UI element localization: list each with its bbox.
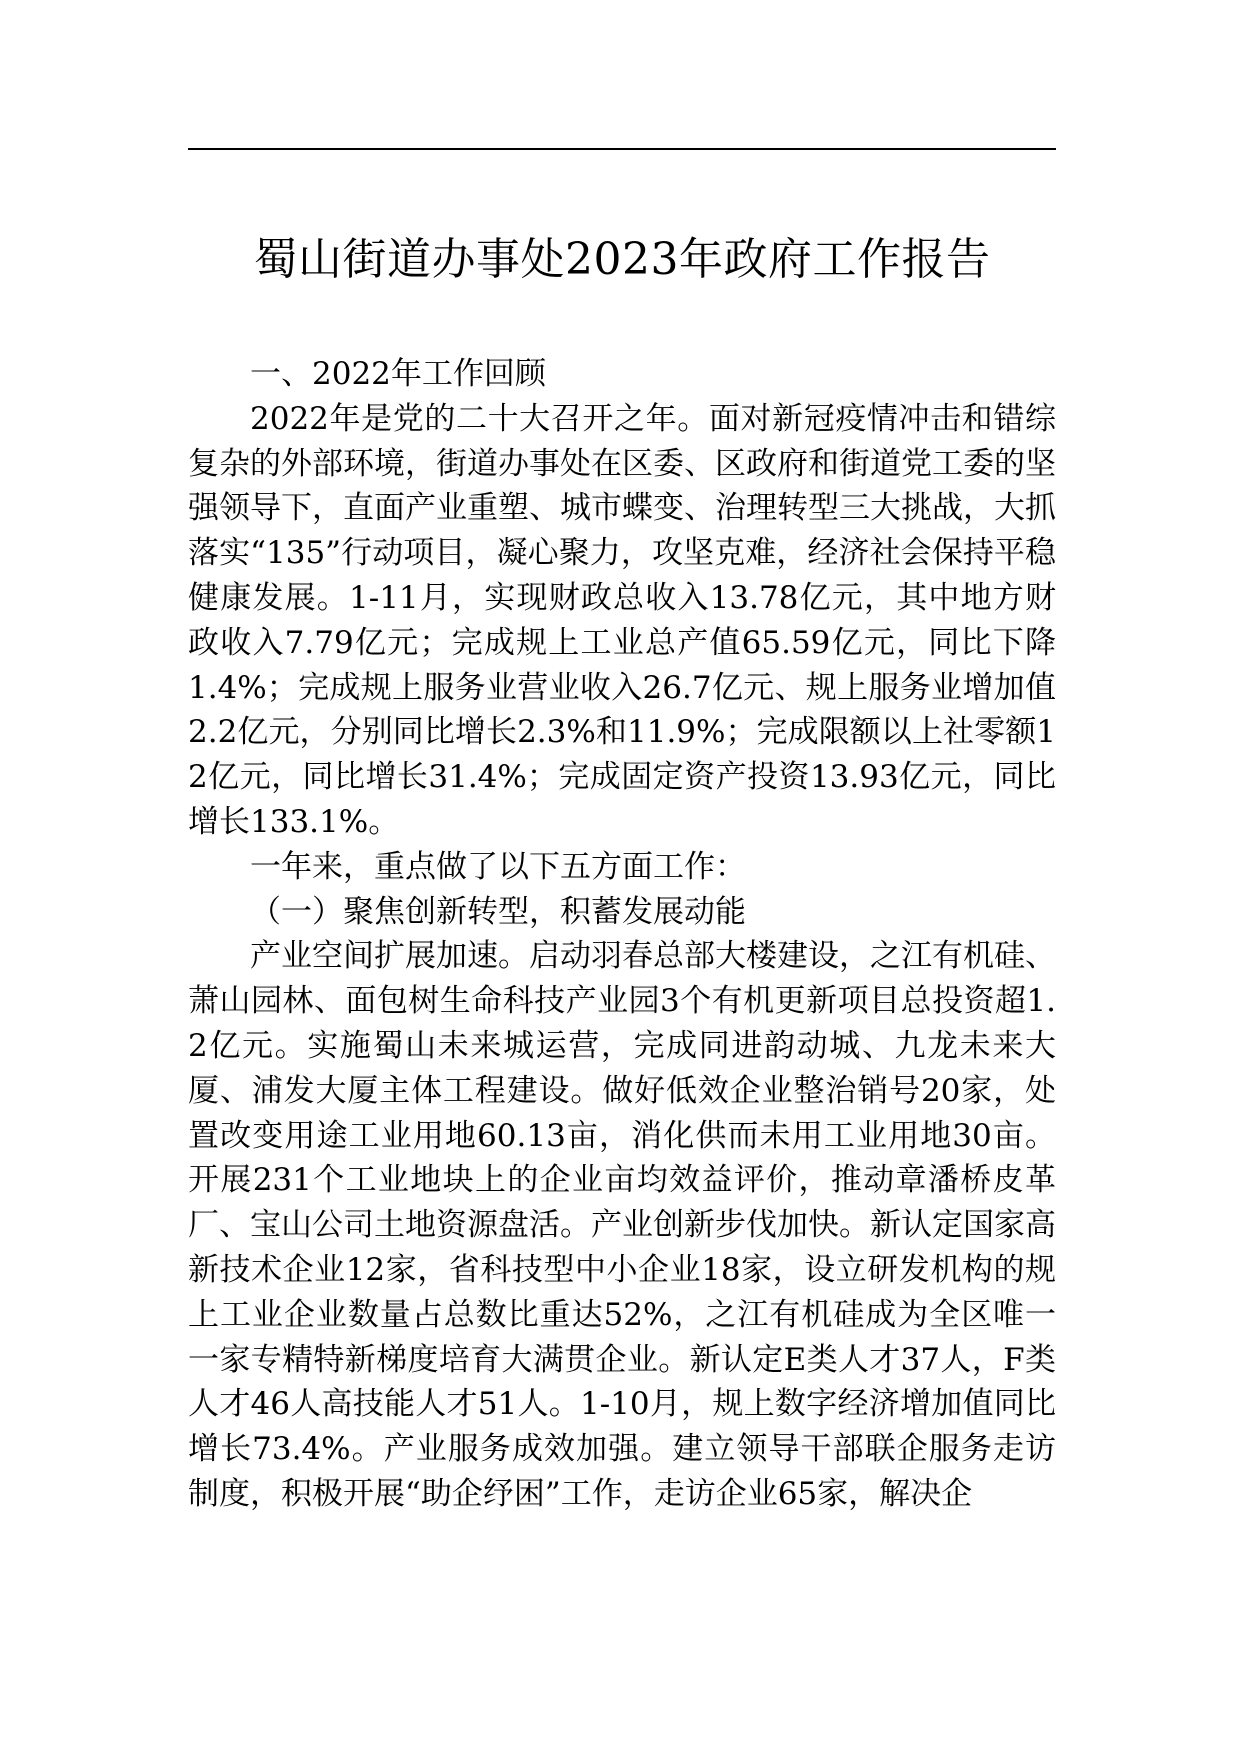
paragraph-summary: 一年来，重点做了以下五方面工作： (250, 848, 746, 885)
paragraph-innovation: 产业空间扩展加速。启动羽春总部大楼建设，之江有机硅、萧山园林、面包树生命科技产业园3个有机更新项目总投资超1.2亿元。实施蜀山未来城运营，完成同进韵动城、九龙未来大厦、浦发大厦主体工程建设。做好低效企业整治销号20家，处置改变用途工业用地60.13亩，消化供而未用工业用地30亩。开展231个工业地块上的企业亩均效益评价，推动章潘桥皮革厂、宝山公司土地资源盘活。产业创新步伐加快。新认定国家高新技术企业12家，省科技型中小企业18家，设立研发机构的规上工业企业数量占总数比重达52%，之江有机硅成为全区唯一一家专精特新梯度培育大满贯企业。新认定E类人才37人，F类人才46人高技能人才51人。1-10月，规上数字经济增加值同比增长73.4%。产业服务成效加强。建立领导干部联企服务走访制度，积极开展“助企纾困”工作，走访企业65家，解决企 (188, 938, 1056, 1512)
document-body (188, 352, 1056, 1517)
section-heading: 一、2022年工作回顾 (250, 356, 546, 392)
header-rule (188, 148, 1056, 150)
paragraph-intro: 2022年是党的二十大召开之年。面对新冠疫情冲击和错综复杂的外部环境，街道办事处在区委、区政府和街道党工委的坚强领导下，直面产业重塑、城市蝶变、治理转型三大挑战，大抓落实“135”行动项目，凝心聚力，攻坚克难，经济社会保持平稳健康发展。1-11月，实现财政总收入13.78亿元，其中地方财政收入7.79亿元；完成规上工业总产值65.59亿元，同比下降1.4%；完成规上服务业营业收入26.7亿元、规上服务业增加值2.2亿元，分别同比增长2.3%和11.9%；完成限额以上社零额12亿元，同比增长31.4%；完成固定资产投资13.93亿元，同比增长133.1%。 (188, 400, 1056, 840)
document-title: 蜀山街道办事处2023年政府工作报告 (253, 234, 991, 285)
subheading-innovation: （一）聚焦创新转型，积蓄发展动能 (250, 893, 746, 930)
